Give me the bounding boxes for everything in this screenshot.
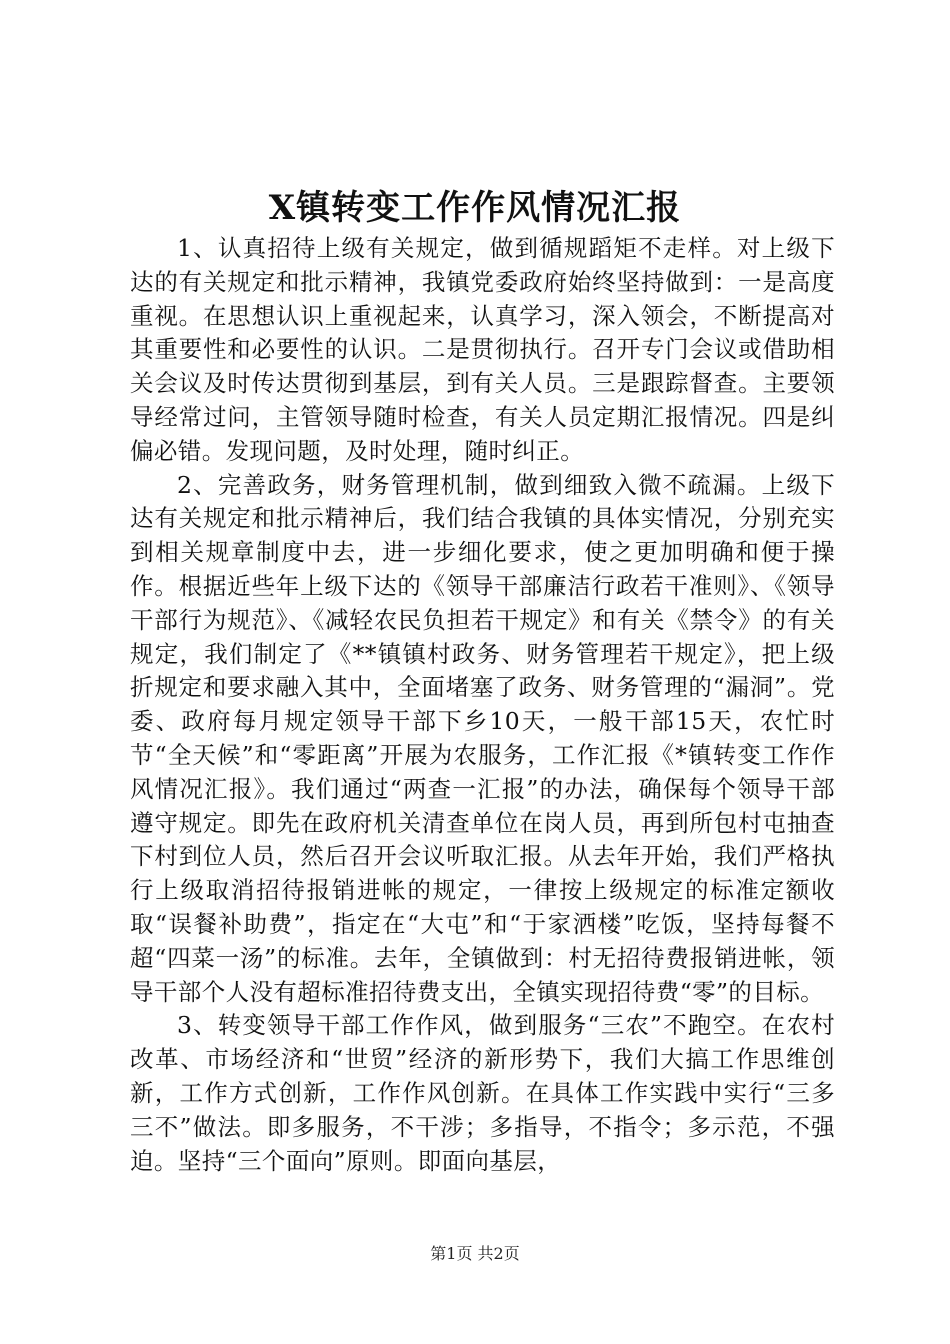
document-title: X镇转变工作作风情况汇报 — [268, 188, 682, 228]
paragraph-1: 1、认真招待上级有关规定，做到循规蹈矩不走样。对上级下达的有关规定和批示精神，我镇党委政府始终坚持做到：一是高度重视。在思想认识上重视起来，认真学习，深入领会，不断提高对其重要性和必要性的认识。二是贯彻执行。召开专门会议或借助相关会议及时传达贯彻到基层，到有关人员。三是跟踪督查。主要领导经常过问，主管领导随时检查，有关人员定期汇报情况。四是纠偏必错。发现问题，及时处理，随时纠正。 — [130, 234, 835, 465]
paragraph-2: 2、完善政务，财务管理机制，做到细致入微不疏漏。上级下达有关规定和批示精神后，我们结合我镇的具体实情况，分别充实到相关规章制度中去，进一步细化要求，使之更加明确和便于操作。根据近些年上级下达的《领导干部廉洁行政若干准则》、《领导干部行为规范》、《减轻农民负担若干规定》和有关《禁令》的有关规定，我们制定了《**镇镇村政务、财务管理若干规定》，把上级折规定和要求融入其中，全面堵塞了政务、财务管理的“漏洞”。党委、政府每月规定领导干部下乡10天，一般干部15天，农忙时节“全天候”和“零距离”开展为农服务，工作汇报《*镇转变工作作风情况汇报》。我们通过“两查一汇报”的办法，确保每个领导干部遵守规定。即先在政府机关清查单位在岗人员，再到所包村屯抽查下村到位人员，然后召开会议听取汇报。从去年开始，我们严格执行上级取消招待报销进帐的规定，一律按上级规定的标准定额收取“误餐补助费”，指定在“大屯”和“于家洒楼”吃饭，坚持每餐不超“四菜一汤”的标准。去年，全镇做到：村无招待费报销进帐，领导干部个人没有超标准招待费支出，全镇实现招待费“零”的目标。 — [130, 470, 835, 1006]
page-footer — [0, 1242, 950, 1266]
document-body — [130, 232, 835, 1178]
paragraph-3: 3、转变领导干部工作作风，做到服务“三农”不跑空。在农村改革、市场经济和“世贸”经济的新形势下，我们大搞工作思维创新，工作方式创新，工作作风创新。在具体工作实践中实行“三多三不”做法。即多服务，不干涉；多指导，不指令；多示范，不强迫。坚持“三个面向”原则。即面向基层， — [130, 1011, 835, 1175]
page-number-label: 第1页 共2页 — [430, 1244, 520, 1263]
